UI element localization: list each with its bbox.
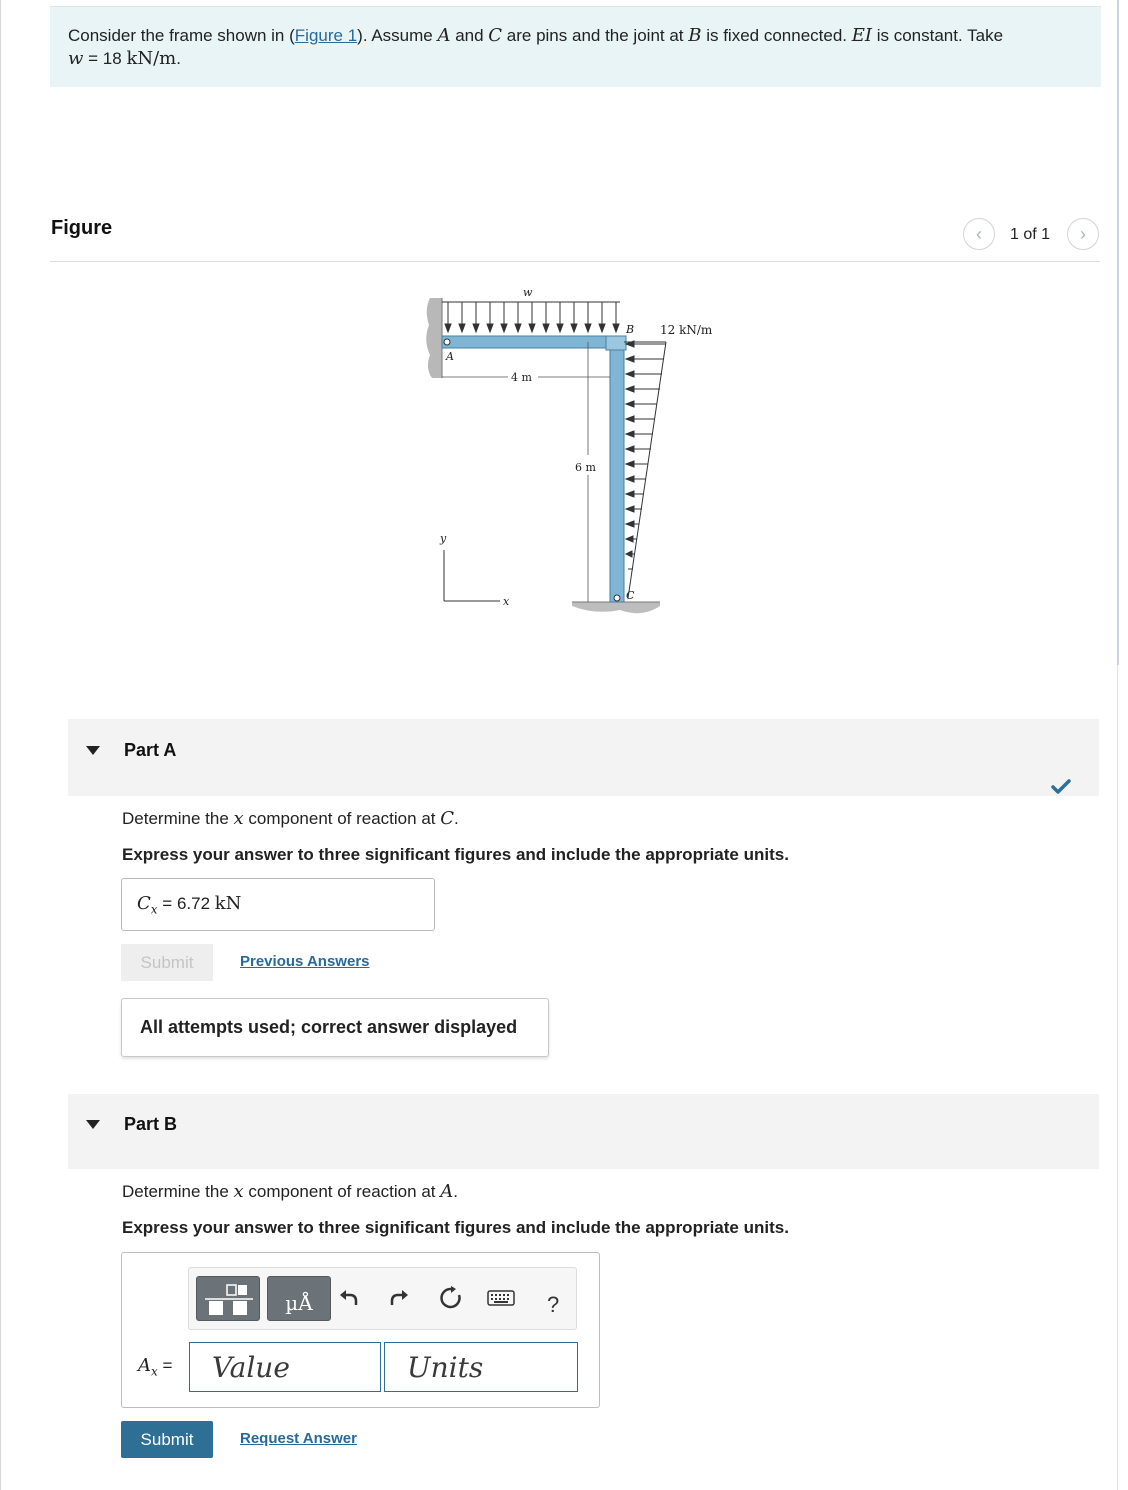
problem-statement [50, 6, 1101, 87]
answer-unit: kN [214, 893, 242, 914]
math-var: A [437, 25, 451, 46]
part-b-submit-button[interactable]: Submit [121, 1421, 213, 1458]
keyboard-icon[interactable] [487, 1290, 515, 1306]
part-b-field-label [138, 1355, 172, 1378]
question-text: Determine the [122, 809, 234, 828]
page-right-border [1117, 0, 1119, 665]
problem-text: is fixed connected. [701, 26, 852, 45]
label-c: C [626, 589, 635, 602]
units-input[interactable]: Units [384, 1342, 578, 1392]
math-var: x [233, 1181, 244, 1202]
part-a-feedback: All attempts used; correct answer displayed [121, 998, 549, 1057]
pin-c [614, 595, 620, 601]
page-right-border-lower [1117, 665, 1118, 1490]
units-button[interactable] [267, 1276, 331, 1321]
figure-pager: 1 of 1 [1010, 226, 1051, 243]
label-height: 6 m [575, 461, 596, 474]
column-load-arrows [626, 341, 666, 569]
question-text: . [453, 1182, 458, 1201]
question-text: component of reaction at [243, 1182, 441, 1201]
redo-icon[interactable] [389, 1286, 411, 1308]
help-button[interactable]: ? [547, 1292, 560, 1317]
wall-hatch [426, 298, 442, 378]
chevron-right-icon: › [1080, 224, 1086, 244]
part-a-instruction: Express your answer to three significant figures and include the appropriate units. [122, 845, 789, 864]
equals-sign: = [157, 1356, 173, 1375]
frame-figure [420, 280, 740, 630]
part-a-submit-button[interactable]: Submit [121, 944, 213, 981]
value-input[interactable]: Value [189, 1342, 381, 1392]
previous-figure-button[interactable] [963, 218, 995, 250]
question-text: Determine the [122, 1182, 234, 1201]
problem-text: is constant. Take [872, 26, 1004, 45]
beam-ab [442, 336, 624, 348]
templates-button[interactable] [196, 1276, 260, 1321]
math-var: A [440, 1181, 454, 1202]
templates-icon [197, 1277, 261, 1322]
load-profile [628, 342, 666, 598]
math-var: B [688, 25, 702, 46]
math-var: EI [851, 25, 872, 46]
column-bc [610, 336, 624, 602]
page-left-border [0, 0, 1, 1490]
label-span: 4 m [511, 371, 532, 384]
question-text: . [454, 809, 459, 828]
math-var: C [440, 808, 454, 829]
label-b: B [626, 323, 635, 336]
math-unit: kN/m [126, 48, 177, 69]
problem-text: are pins and the joint at [502, 26, 689, 45]
part-a-question [122, 808, 459, 829]
math-subscript: x [151, 1364, 158, 1379]
answer-value: 6.72 [176, 894, 211, 913]
pin-a [444, 339, 450, 345]
collapse-triangle-icon [86, 1120, 100, 1129]
problem-text: = 18 [83, 49, 127, 68]
math-var: A [138, 1355, 151, 1376]
label-y: y [440, 532, 447, 545]
label-a: A [446, 350, 454, 363]
divider [50, 261, 1100, 262]
label-load: 12 kN/m [660, 323, 713, 337]
math-var: C [137, 893, 151, 914]
part-a-label: Part A [124, 740, 177, 760]
part-b-header[interactable] [68, 1094, 1099, 1169]
part-a-answer-display [121, 878, 435, 931]
next-figure-button[interactable] [1067, 218, 1099, 250]
label-x: x [503, 595, 510, 608]
question-text: component of reaction at [243, 809, 441, 828]
chevron-left-icon: ‹ [976, 224, 982, 244]
part-b-instruction: Express your answer to three significant figures and include the appropriate units. [122, 1218, 789, 1237]
checkmark-icon [1050, 778, 1072, 796]
math-subscript: x [150, 902, 158, 917]
part-a-header[interactable] [68, 719, 1099, 796]
problem-text: Consider the frame shown in ( [68, 26, 295, 45]
reset-icon[interactable] [439, 1286, 463, 1310]
figure-title: Figure [51, 217, 113, 239]
part-b-question [122, 1181, 458, 1202]
math-var: C [488, 25, 503, 46]
label-w: w [523, 286, 533, 299]
undo-icon[interactable] [337, 1286, 359, 1308]
previous-answers-link[interactable]: Previous Answers [240, 953, 370, 970]
part-b-label: Part B [124, 1114, 178, 1134]
editor-toolbar [188, 1267, 577, 1330]
math-var: w [68, 48, 84, 69]
ground-hatch [572, 602, 660, 613]
answer-editor [121, 1252, 600, 1408]
problem-text: . [176, 49, 181, 68]
joint-b [606, 336, 626, 350]
equals-sign: = [157, 894, 177, 913]
load-arrows [445, 302, 619, 332]
collapse-triangle-icon [86, 746, 100, 755]
problem-text: ). Assume [357, 26, 438, 45]
math-var: x [233, 808, 244, 829]
figure-link[interactable]: Figure 1 [294, 26, 358, 45]
units-icon: µÅ [285, 1291, 313, 1315]
request-answer-link[interactable]: Request Answer [240, 1430, 357, 1447]
problem-text: and [450, 26, 489, 45]
